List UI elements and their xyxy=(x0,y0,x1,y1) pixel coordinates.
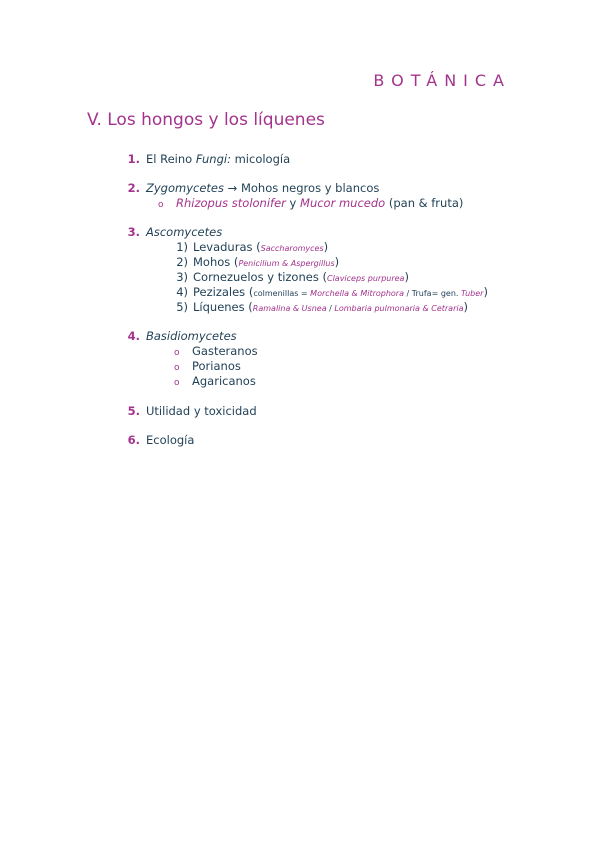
section-number: 1. xyxy=(127,152,140,166)
item-number: 4) xyxy=(176,285,188,299)
species-name: Penicilium & Aspergillus xyxy=(238,259,335,268)
section-number: 2. xyxy=(127,181,140,195)
species-name: Claviceps purpurea xyxy=(326,274,405,283)
list-item xyxy=(174,374,256,388)
page-title: V. Los hongos y los líquenes xyxy=(87,110,325,130)
italic-text: Basidiomycetes xyxy=(146,329,237,343)
text: / Trufa= gen. xyxy=(404,289,461,298)
text: y xyxy=(285,196,301,210)
list-item xyxy=(170,270,409,284)
section-number: 4. xyxy=(127,329,140,343)
section-1 xyxy=(124,152,290,166)
species-name: Morchella & Mitrophora xyxy=(310,289,404,298)
section-2 xyxy=(124,181,379,195)
text: ) xyxy=(483,285,488,299)
section-number: 3. xyxy=(127,225,140,239)
item-number: 1) xyxy=(176,240,188,254)
section-number: 5. xyxy=(127,404,140,418)
text: ( xyxy=(318,270,327,284)
item-label: Levaduras xyxy=(193,240,253,254)
item-label: Pezizales xyxy=(193,285,246,299)
section-6 xyxy=(124,433,194,447)
species-name: Ramalina & Usnea xyxy=(252,304,327,313)
text: ( xyxy=(244,300,253,314)
text: micología xyxy=(230,152,291,166)
text: ) xyxy=(334,255,340,269)
species-name: Rhizopus stolonifer xyxy=(176,196,286,210)
section-4 xyxy=(124,329,237,343)
bullet-icon: o xyxy=(158,200,164,210)
section-2-bullet xyxy=(158,196,463,210)
text: ( xyxy=(252,240,261,254)
list-item xyxy=(170,285,488,299)
list-item xyxy=(174,344,258,358)
item-number: 3) xyxy=(176,270,188,284)
list-item xyxy=(170,240,328,254)
section-3 xyxy=(124,225,222,239)
italic-text: Zygomycetes xyxy=(146,181,225,195)
bullet-icon: o xyxy=(174,348,180,358)
species-name: Mucor mucedo xyxy=(300,196,386,210)
text: / xyxy=(326,304,335,313)
text: Mohos negros y blancos xyxy=(240,181,380,195)
item-number: 2) xyxy=(176,255,188,269)
bullet-icon: o xyxy=(174,378,180,388)
section-5 xyxy=(124,404,257,418)
text: Ecología xyxy=(146,433,195,447)
text: ( xyxy=(230,255,239,269)
section-number: 6. xyxy=(127,433,140,447)
bullet-icon: o xyxy=(174,363,180,373)
text: (pan & fruta) xyxy=(385,196,464,210)
list-item xyxy=(174,359,241,373)
text: ) xyxy=(404,270,409,284)
text: El Reino xyxy=(146,152,196,166)
text: colmenillas = xyxy=(253,289,311,298)
item-label: Agaricanos xyxy=(192,374,256,388)
list-item xyxy=(170,255,339,269)
item-label: Gasteranos xyxy=(192,344,258,358)
text: ) xyxy=(323,240,329,254)
arrow-icon: → xyxy=(224,181,241,195)
species-name: Saccharomyces xyxy=(260,244,324,253)
species-name: Lombaria pulmonaria & Cetraria xyxy=(334,304,464,313)
item-number: 5) xyxy=(176,300,188,314)
italic-text: Fungi: xyxy=(195,152,231,166)
item-label: Líquenes xyxy=(193,300,245,314)
item-label: Porianos xyxy=(192,359,241,373)
text: ) xyxy=(463,300,468,314)
species-name: Tuber xyxy=(460,289,484,298)
italic-text: Ascomycetes xyxy=(146,225,223,239)
item-label: Mohos xyxy=(193,255,231,269)
header-label: BOTÁNICA xyxy=(373,71,511,90)
text: ( xyxy=(245,285,254,299)
list-item xyxy=(170,300,468,314)
item-label: Cornezuelos y tizones xyxy=(193,270,319,284)
text: Utilidad y toxicidad xyxy=(146,404,257,418)
